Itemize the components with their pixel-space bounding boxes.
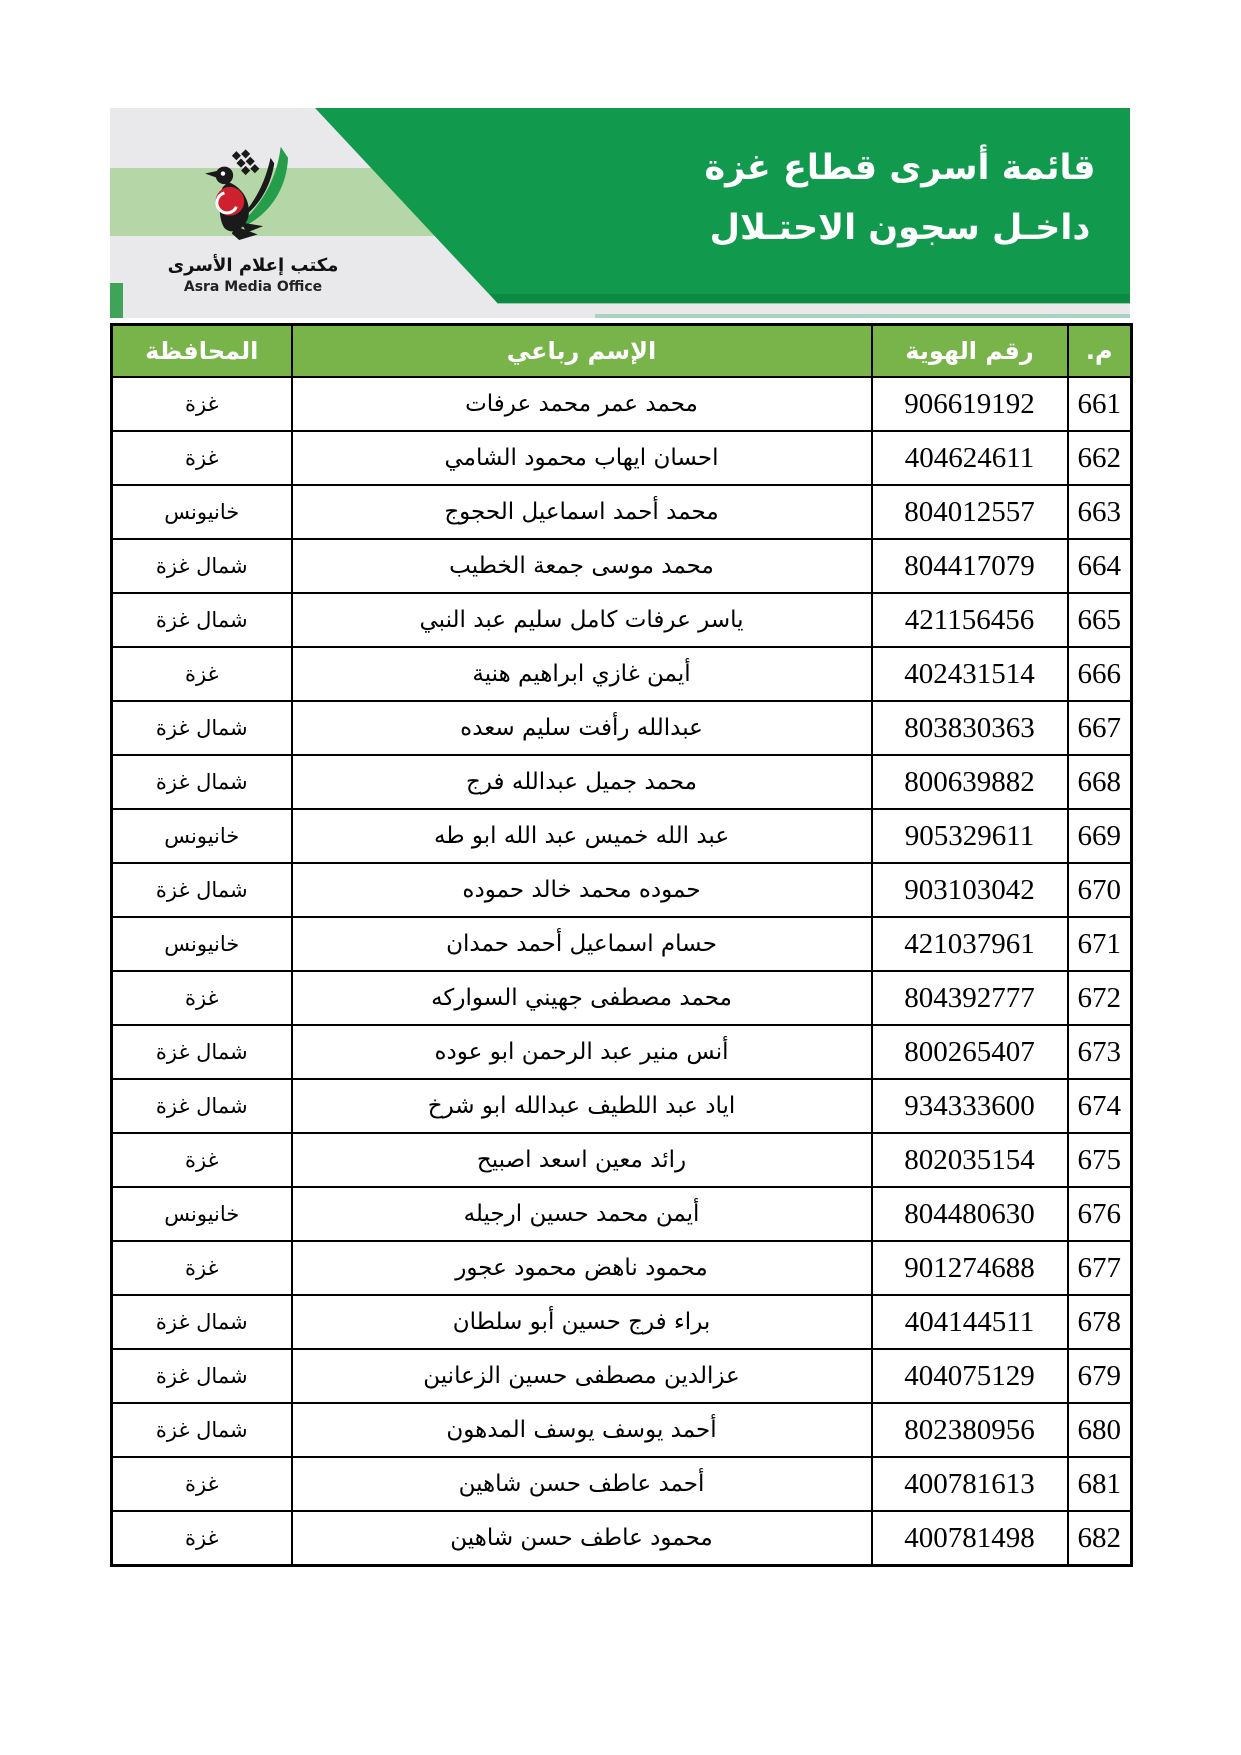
- serial-cell: 676: [1068, 1187, 1132, 1241]
- asra-media-office-logo: [138, 144, 368, 296]
- table-row: [112, 1295, 1132, 1349]
- id-cell: 402431514: [872, 647, 1068, 701]
- name-cell: أيمن محمد حسين ارجيله: [292, 1187, 872, 1241]
- name-cell: أحمد يوسف يوسف المدهون: [292, 1403, 872, 1457]
- id-cell: 804012557: [872, 485, 1068, 539]
- id-cell: 804417079: [872, 539, 1068, 593]
- id-cell: 800639882: [872, 755, 1068, 809]
- name-cell: محمد موسى جمعة الخطيب: [292, 539, 872, 593]
- serial-cell: 661: [1068, 377, 1132, 431]
- serial-cell: 663: [1068, 485, 1132, 539]
- governorate-cell: شمال غزة: [112, 593, 292, 647]
- name-cell: عبد الله خميس عبد الله ابو طه: [292, 809, 872, 863]
- id-cell: 934333600: [872, 1079, 1068, 1133]
- governorate-cell: غزة: [112, 1457, 292, 1511]
- name-cell: محمد عمر محمد عرفات: [292, 377, 872, 431]
- table-row: [112, 917, 1132, 971]
- id-cell: 421156456: [872, 593, 1068, 647]
- serial-cell: 668: [1068, 755, 1132, 809]
- serial-cell: 665: [1068, 593, 1132, 647]
- serial-cell: 673: [1068, 1025, 1132, 1079]
- table-row: [112, 809, 1132, 863]
- table-header-row: [112, 325, 1132, 378]
- id-cell: 404144511: [872, 1295, 1068, 1349]
- name-cell: ياسر عرفات كامل سليم عبد النبي: [292, 593, 872, 647]
- name-cell: حسام اسماعيل أحمد حمدان: [292, 917, 872, 971]
- name-cell: أنس منير عبد الرحمن ابو عوده: [292, 1025, 872, 1079]
- serial-cell: 669: [1068, 809, 1132, 863]
- serial-cell: 674: [1068, 1079, 1132, 1133]
- governorate-cell: غزة: [112, 1241, 292, 1295]
- serial-cell: 666: [1068, 647, 1132, 701]
- header-banner: [110, 108, 1130, 318]
- table-row: [112, 1241, 1132, 1295]
- table-row: [112, 1403, 1132, 1457]
- governorate-cell: شمال غزة: [112, 1349, 292, 1403]
- logo-title-english: Asra Media Office: [183, 279, 323, 295]
- id-cell: 800265407: [872, 1025, 1068, 1079]
- name-cell: محمود ناهض محمود عجور: [292, 1241, 872, 1295]
- document-title-line2: داخـل سجون الاحتـلال: [709, 208, 1091, 248]
- serial-cell: 667: [1068, 701, 1132, 755]
- governorate-cell: خانيونس: [112, 809, 292, 863]
- id-cell: 906619192: [872, 377, 1068, 431]
- document-title: [590, 138, 1210, 258]
- table-row: [112, 431, 1132, 485]
- governorate-cell: غزة: [112, 431, 292, 485]
- name-cell: حموده محمد خالد حموده: [292, 863, 872, 917]
- id-cell: 404624611: [872, 431, 1068, 485]
- id-cell: 802035154: [872, 1133, 1068, 1187]
- governorate-cell: خانيونس: [112, 485, 292, 539]
- name-cell: أيمن غازي ابراهيم هنية: [292, 647, 872, 701]
- governorate-cell: شمال غزة: [112, 1403, 292, 1457]
- governorate-cell: غزة: [112, 647, 292, 701]
- governorate-cell: خانيونس: [112, 917, 292, 971]
- serial-cell: 662: [1068, 431, 1132, 485]
- table-row: [112, 377, 1132, 431]
- name-cell: عبدالله رأفت سليم سعده: [292, 701, 872, 755]
- governorate-cell: شمال غزة: [112, 1079, 292, 1133]
- governorate-cell: شمال غزة: [112, 701, 292, 755]
- table-row: [112, 971, 1132, 1025]
- id-cell: 803830363: [872, 701, 1068, 755]
- governorate-cell: شمال غزة: [112, 755, 292, 809]
- name-cell: محمد مصطفى جهيني السواركه: [292, 971, 872, 1025]
- serial-cell: 675: [1068, 1133, 1132, 1187]
- serial-cell: 664: [1068, 539, 1132, 593]
- serial-cell: 680: [1068, 1403, 1132, 1457]
- id-cell: 804392777: [872, 971, 1068, 1025]
- name-cell: رائد معين اسعد اصبيح: [292, 1133, 872, 1187]
- table-row: [112, 647, 1132, 701]
- banner-left-green-chip: [110, 283, 123, 318]
- serial-cell: 682: [1068, 1511, 1132, 1566]
- column-header-governorate: المحافظة: [112, 325, 292, 378]
- id-cell: 905329611: [872, 809, 1068, 863]
- governorate-cell: شمال غزة: [112, 1295, 292, 1349]
- name-cell: اياد عبد اللطيف عبدالله ابو شرخ: [292, 1079, 872, 1133]
- document-title-line1: قائمة أسرى قطاع غزة: [704, 148, 1096, 188]
- table-row: [112, 1187, 1132, 1241]
- name-cell: أحمد عاطف حسن شاهين: [292, 1457, 872, 1511]
- table-row: [112, 485, 1132, 539]
- table-row: [112, 1025, 1132, 1079]
- serial-cell: 678: [1068, 1295, 1132, 1349]
- prisoner-table: [110, 323, 1133, 1567]
- table-row: [112, 1457, 1132, 1511]
- governorate-cell: خانيونس: [112, 1187, 292, 1241]
- table-body: [112, 377, 1132, 1566]
- name-cell: محمود عاطف حسن شاهين: [292, 1511, 872, 1566]
- name-cell: محمد أحمد اسماعيل الحجوج: [292, 485, 872, 539]
- serial-cell: 670: [1068, 863, 1132, 917]
- table-row: [112, 863, 1132, 917]
- governorate-cell: شمال غزة: [112, 863, 292, 917]
- column-header-name: الإسم رباعي: [292, 325, 872, 378]
- table-row: [112, 539, 1132, 593]
- serial-cell: 672: [1068, 971, 1132, 1025]
- banner-accent-line: [595, 314, 1131, 318]
- name-cell: عزالدين مصطفى حسين الزعانين: [292, 1349, 872, 1403]
- id-cell: 400781613: [872, 1457, 1068, 1511]
- governorate-cell: غزة: [112, 1511, 292, 1566]
- governorate-cell: شمال غزة: [112, 539, 292, 593]
- governorate-cell: شمال غزة: [112, 1025, 292, 1079]
- id-cell: 421037961: [872, 917, 1068, 971]
- table-row: [112, 1133, 1132, 1187]
- id-cell: 404075129: [872, 1349, 1068, 1403]
- name-cell: احسان ايهاب محمود الشامي: [292, 431, 872, 485]
- logo-title-arabic: مكتب إعلام الأسرى: [167, 255, 339, 276]
- table-row: [112, 1079, 1132, 1133]
- governorate-cell: غزة: [112, 971, 292, 1025]
- table-row: [112, 593, 1132, 647]
- serial-cell: 679: [1068, 1349, 1132, 1403]
- table-row: [112, 701, 1132, 755]
- serial-cell: 677: [1068, 1241, 1132, 1295]
- governorate-cell: غزة: [112, 1133, 292, 1187]
- name-cell: براء فرج حسين أبو سلطان: [292, 1295, 872, 1349]
- id-cell: 802380956: [872, 1403, 1068, 1457]
- id-cell: 903103042: [872, 863, 1068, 917]
- table-row: [112, 1511, 1132, 1566]
- serial-cell: 681: [1068, 1457, 1132, 1511]
- table-row: [112, 755, 1132, 809]
- governorate-cell: غزة: [112, 377, 292, 431]
- id-cell: 901274688: [872, 1241, 1068, 1295]
- id-cell: 400781498: [872, 1511, 1068, 1566]
- id-cell: 804480630: [872, 1187, 1068, 1241]
- bird-logo-icon: [193, 144, 313, 252]
- table-row: [112, 1349, 1132, 1403]
- name-cell: محمد جميل عبدالله فرج: [292, 755, 872, 809]
- column-header-serial: م.: [1068, 325, 1132, 378]
- serial-cell: 671: [1068, 917, 1132, 971]
- column-header-id: رقم الهوية: [872, 325, 1068, 378]
